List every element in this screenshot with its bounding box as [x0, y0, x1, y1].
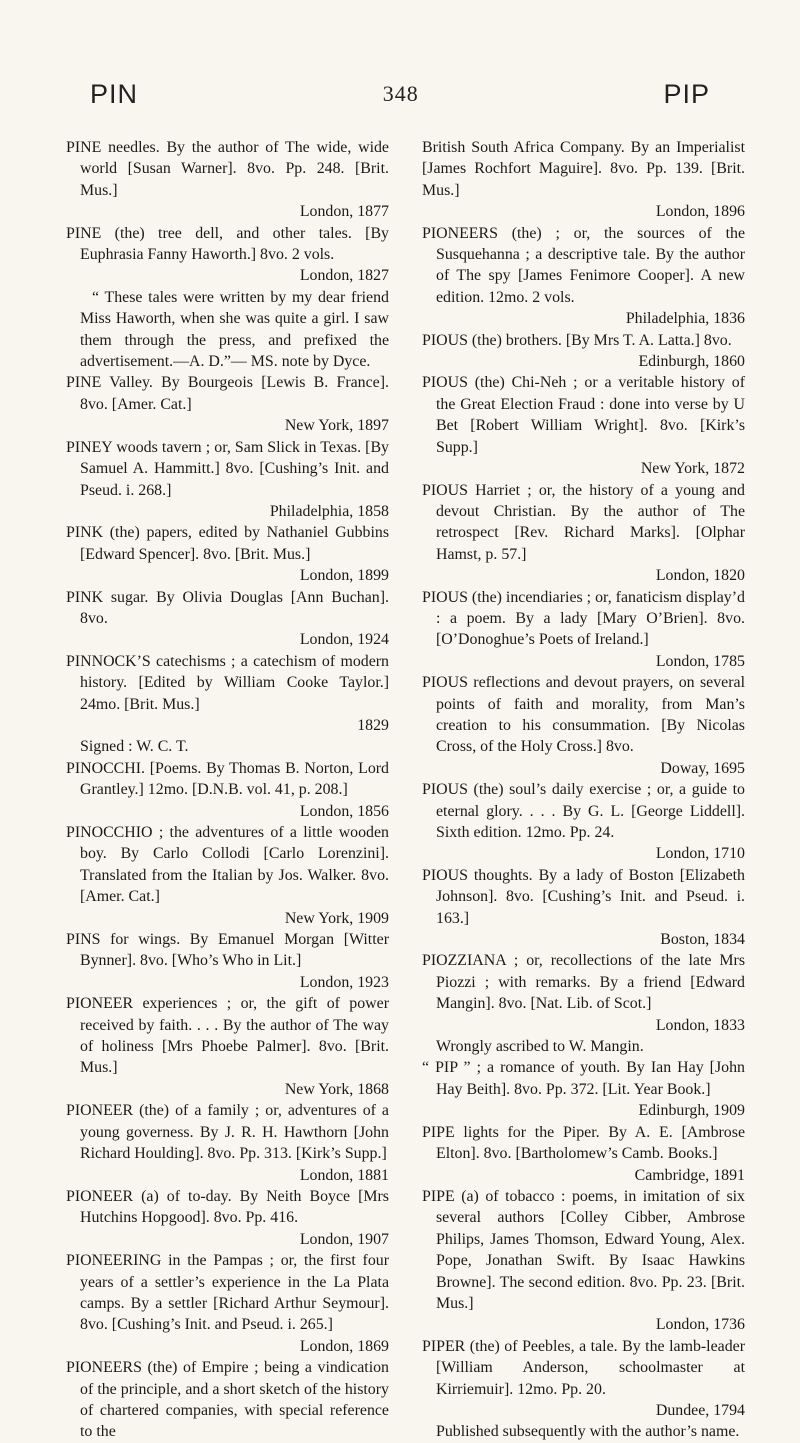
- entry-text: PINK sugar. By Olivia Douglas [Ann Buchan]. 8vo.: [66, 588, 389, 627]
- entry-text: PIONEER experiences ; or, the gift of power received by faith. . . . By the author of The way of holiness [Mrs Phoebe Palmer]. 8vo. [Brit. Mus.]: [66, 995, 389, 1077]
- entry-text: PIPER (the) of Peebles, a tale. By the lamb-leader [William Anderson, schoolmaster at Kirriemuir]. 12mo. Pp. 20.: [422, 1337, 745, 1398]
- entry-imprint: Edinburgh, 1860: [638, 353, 745, 371]
- entry-text: PIOUS Harriet ; or, the history of a young and devout Christian. By the author of The retrospect [Rev. Richard Marks]. [Olphar Hamst, p. 57.]: [422, 481, 745, 563]
- entry-text: “ PIP ” ; a romance of youth. By Ian Hay [John Hay Beith]. 8vo. Pp. 372. [Lit. Year Book.]: [422, 1059, 745, 1098]
- entry-imprint: Boston, 1834: [660, 931, 745, 949]
- entry-imprint: Edinburgh, 1909: [638, 1102, 745, 1120]
- entry-imprint: Doway, 1695: [660, 759, 745, 777]
- bibliography-entry: [66, 437, 389, 523]
- entry-imprint: London, 1896: [655, 203, 745, 221]
- bibliography-entry: [422, 865, 745, 951]
- bibliography-entry: [422, 372, 745, 479]
- entry-text: PINOCCHIO ; the adventures of a little wooden boy. By Carlo Collodi [Carlo Lorenzini]. Translated from the Italian by Jos. Walker. 8vo. [Amer. Cat.]: [66, 824, 389, 906]
- entry-text: PINOCCHI. [Poems. By Thomas B. Norton, Lord Grantley.] 12mo. [D.N.B. vol. 41, p. 208.]: [66, 759, 389, 799]
- entry-imprint: New York, 1872: [640, 460, 745, 478]
- entry-text: PIONEERS (the) of Empire ; being a vindication of the principle, and a short sketch of the history of chartered companies, with special reference to the: [66, 1359, 389, 1441]
- bibliography-entry: [66, 929, 389, 993]
- entry-text: PIOUS thoughts. By a lady of Boston [Elizabeth Johnson]. 8vo. [Cushing’s Init. and Pseud. i. 163.]: [422, 866, 745, 927]
- entry-text: PIOUS (the) Chi-Neh ; or a veritable history of the Great Election Fraud : done into verse by U Bet [Robert William Wright]. 8vo. [Kirk’s Supp.]: [422, 374, 745, 456]
- entry-imprint: London, 1899: [299, 567, 389, 585]
- entry-imprint: London, 1827: [299, 267, 389, 285]
- entry-note: Wrongly ascribed to W. Mangin.: [436, 1038, 644, 1056]
- entry-text: PINNOCK’S catechisms ; a catechism of modern history. [Edited by William Cooke Taylor.] 24mo. [Brit. Mus.]: [66, 652, 389, 713]
- entry-text: PIONEERING in the Pampas ; or, the first four years of a settler’s experience in the La Plata camps. By a settler [Richard Arthur Seymour]. 8vo. [Cushing’s Init. and Pseud. i. 265.]: [66, 1252, 389, 1334]
- entry-imprint: London, 1736: [655, 1316, 745, 1334]
- entry-note: Signed : W. C. T.: [80, 738, 189, 756]
- entry-text: PIOUS reflections and devout prayers, on several points of faith and morality, from Man’s creation to his consummation. [By Nicolas Cross, of the Holy Cross.] 8vo.: [422, 674, 745, 756]
- header-right-keyword: PIP: [663, 78, 710, 109]
- bibliography-entry: [66, 758, 389, 822]
- left-column: [66, 137, 389, 1443]
- bibliography-entry: [66, 522, 389, 586]
- bibliography-entry: [422, 223, 745, 330]
- entry-note: Published subsequently with the author’s name.: [436, 1423, 740, 1441]
- bibliography-entry: [66, 587, 389, 651]
- bibliography-entry: [422, 779, 745, 865]
- entry-imprint: 1829: [357, 716, 389, 734]
- entry-imprint: New York, 1897: [284, 417, 389, 435]
- entry-imprint: Philadelphia, 1836: [625, 310, 745, 328]
- entry-text: PIPE lights for the Piper. By A. E. [Ambrose Elton]. 8vo. [Bartholomew’s Camb. Books.]: [422, 1123, 745, 1163]
- entry-imprint: London, 1923: [299, 973, 389, 991]
- bibliography-entry: [66, 1186, 389, 1250]
- bibliography-entry: [66, 223, 389, 373]
- entry-text: PINE Valley. By Bourgeois [Lewis B. France]. 8vo. [Amer. Cat.]: [66, 374, 389, 413]
- bibliography-entry: [66, 137, 389, 223]
- entry-text: PIONEERS (the) ; or, the sources of the Susquehanna ; a descriptive tale. By the author of The spy [James Fenimore Cooper]. A new edition. 12mo. 2 vols.: [422, 224, 745, 306]
- entry-note: “ These tales were written by my dear friend Miss Haworth, when she was quite a girl. I saw them through the press, and prefixed the advertisement.—A. D.”— MS. note by Dyce.: [80, 288, 389, 371]
- bibliography-entry: [66, 372, 389, 436]
- entry-imprint: London, 1785: [655, 652, 745, 670]
- entry-imprint: London, 1820: [655, 567, 745, 585]
- bibliography-entry: [422, 587, 745, 673]
- bibliography-entry: [422, 480, 745, 587]
- entry-imprint: London, 1710: [655, 845, 745, 863]
- header-left-keyword: PIN: [90, 78, 139, 109]
- entry-text: PINE needles. By the author of The wide, wide world [Susan Warner]. 8vo. Pp. 248. [Brit. Mus.]: [66, 139, 389, 199]
- entry-text: PIOUS (the) incendiaries ; or, fanaticism display’d : a poem. By a lady [Mary O’Brien]. 8vo. [O’Donoghue’s Poets of Ireland.]: [422, 588, 745, 649]
- entry-imprint: London, 1877: [299, 203, 389, 221]
- running-header: [90, 74, 710, 114]
- entry-text: PIOZZIANA ; or, recollections of the late Mrs Piozzi ; with remarks. By a friend [Edward Mangin]. 8vo. [Nat. Lib. of Scot.]: [422, 952, 745, 1013]
- bibliography-entry: [422, 330, 745, 373]
- entry-text: PIONEER (the) of a family ; or, adventures of a young governess. By J. R. H. Hawthorn [John Richard Houlding]. 8vo. Pp. 313. [Kirk’s Supp.]: [66, 1102, 389, 1163]
- entry-text: PINK (the) papers, edited by Nathaniel Gubbins [Edward Spencer]. 8vo. [Brit. Mus.]: [66, 524, 389, 563]
- entry-text: PIPE (a) of tobacco : poems, in imitation of six several authors [Colley Cibber, Ambrose Philips, James Thomson, Edward Young, Alex. Pope, Jonathan Swift. By Isaac Hawkins Browne]. The second edition. 8vo. Pp. 23. [Brit. Mus.]: [422, 1187, 745, 1312]
- bibliography-entry: [422, 1122, 745, 1186]
- bibliography-entry: [422, 950, 745, 1057]
- entry-imprint: London, 1924: [299, 631, 389, 649]
- bibliography-entry: [422, 137, 745, 223]
- bibliography-entry: [422, 1057, 745, 1121]
- entry-text: British South Africa Company. By an Imperialist [James Rochfort Maguire]. 8vo. Pp. 139. [Brit. Mus.]: [422, 139, 745, 199]
- entry-text: PINEY woods tavern ; or, Sam Slick in Texas. [By Samuel A. Hammitt.] 8vo. [Cushing’s Init. and Pseud. i. 268.]: [66, 438, 389, 499]
- bibliography-entry: [422, 672, 745, 779]
- bibliography-entry: [66, 1250, 389, 1357]
- entry-imprint: London, 1856: [299, 802, 389, 820]
- entry-imprint: Cambridge, 1891: [634, 1166, 745, 1184]
- entry-imprint: London, 1881: [299, 1166, 389, 1184]
- entry-text: PINS for wings. By Emanuel Morgan [Witter Bynner]. 8vo. [Who’s Who in Lit.]: [66, 931, 389, 970]
- entry-imprint: London, 1907: [299, 1230, 389, 1248]
- bibliography-entry: [66, 651, 389, 758]
- entry-imprint: London, 1833: [655, 1016, 745, 1034]
- bibliography-entry: [66, 1357, 389, 1443]
- bibliography-entry: [66, 1100, 389, 1186]
- bibliography-entry: [66, 993, 389, 1100]
- entry-text: PIONEER (a) of to-day. By Neith Boyce [Mrs Hutchins Hopgood]. 8vo. Pp. 416.: [66, 1187, 389, 1227]
- entry-text: PINE (the) tree dell, and other tales. [By Euphrasia Fanny Haworth.] 8vo. 2 vols.: [66, 224, 389, 264]
- right-column: [422, 137, 745, 1443]
- entry-imprint: Dundee, 1794: [655, 1401, 745, 1419]
- entry-text: PIOUS (the) brothers. [By Mrs T. A. Latta.] 8vo.: [422, 331, 732, 349]
- bibliography-entry: [422, 1336, 745, 1443]
- entry-imprint: London, 1869: [299, 1337, 389, 1355]
- entry-imprint: Philadelphia, 1858: [269, 502, 389, 520]
- entry-imprint: New York, 1909: [284, 909, 389, 927]
- entry-imprint: New York, 1868: [284, 1080, 389, 1098]
- page-number: 348: [382, 81, 419, 106]
- bibliography-entry: [422, 1186, 745, 1336]
- entry-text: PIOUS (the) soul’s daily exercise ; or, a guide to eternal glory. . . . By G. L. [George Liddell]. Sixth edition. 12mo. Pp. 24.: [422, 781, 745, 841]
- bibliography-entry: [66, 822, 389, 929]
